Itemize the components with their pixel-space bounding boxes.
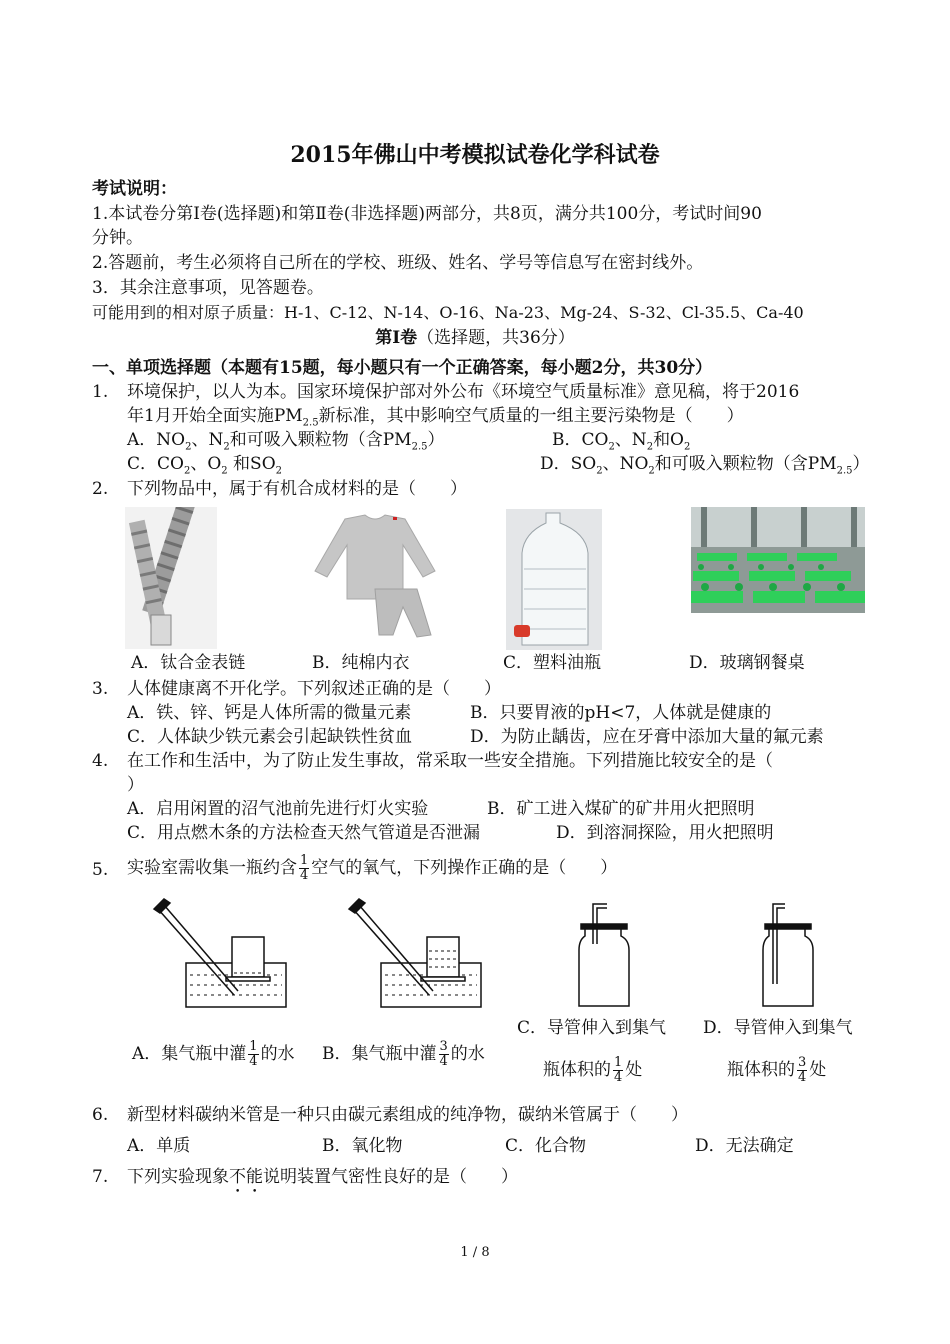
water-trough-diagram-b — [345, 895, 490, 1010]
fraction-one-quarter: $\frac{1}{4}$ — [300, 853, 309, 883]
q3-number: 3. — [92, 679, 109, 699]
q5-option-d-line2: 瓶体积的 $\frac{3}{4}$ 处 — [727, 1055, 827, 1085]
q3-option-b: B．只要胃液的pH<7，人体就是健康的 — [470, 703, 772, 723]
q7-number: 7. — [92, 1167, 109, 1187]
q3-option-a: A．铁、锌、钙是人体所需的微量元素 — [127, 703, 412, 723]
section1-heading: 一、单项选择题（本题有15题，每小题只有一个正确答案，每小题2分，共30分） — [92, 358, 713, 378]
q7-text: 下列实验现象不能说明装置气密性良好的是（ ） — [127, 1167, 518, 1187]
fiberglass-tables-photo — [691, 507, 865, 613]
q3-option-d: D．为防止龋齿，应在牙膏中添加大量的氟元素 — [470, 727, 824, 747]
q5-option-a: A．集气瓶中灌 $\frac{1}{4}$ 的水 — [132, 1039, 295, 1069]
q1-option-c: C．$CO_2$、$O_2$ 和$SO_2$ — [127, 454, 283, 477]
q4-option-a: A．启用闲置的沼气池前先进行灯火实验 — [127, 799, 429, 819]
q5-option-c-line1: C．导管伸入到集气 — [517, 1018, 667, 1038]
water-trough-diagram-a — [150, 895, 295, 1010]
part1-heading — [0, 326, 950, 350]
q5-option-d-line1: D．导管伸入到集气 — [703, 1018, 853, 1038]
q5-option-c-line2: 瓶体积的 $\frac{1}{4}$ 处 — [543, 1055, 643, 1085]
q4-text-line2: ） — [127, 775, 144, 795]
instructions-line3: 3．其余注意事项，见答题卷。 — [92, 278, 324, 298]
q4-number: 4. — [92, 751, 109, 771]
q2-number: 2. — [92, 479, 109, 499]
q2-option-c: C．塑料油瓶 — [503, 653, 602, 673]
q3-option-c: C．人体缺少铁元素会引起缺铁性贫血 — [127, 727, 413, 747]
plastic-oil-bottle-photo — [506, 509, 602, 650]
q4-option-d: D．到溶洞探险，用火把照明 — [556, 823, 774, 843]
emphasis-not: 不能 — [229, 1167, 263, 1187]
q4-text-line1: 在工作和生活中，为了防止发生事故，常采取一些安全措施。下列措施比较安全的是（ — [127, 751, 773, 771]
q3-text: 人体健康离不开化学。下列叙述正确的是（ ） — [127, 679, 501, 699]
gas-bottle-diagram-d — [755, 900, 830, 1010]
q5-number: 5. — [92, 860, 109, 880]
watch-band-photo — [125, 507, 217, 649]
q2-text: 下列物品中，属于有机合成材料的是（ ） — [127, 479, 467, 499]
q1-option-a: A．$NO_2$、$N_2$和可吸入颗粒物（含$PM_{2.5}$） — [127, 430, 445, 453]
atomic-masses: 可能用到的相对原子质量：H-1、C-12、N-14、O-16、Na-23、Mg-24、S-32、Cl-35.5、Ca-40 — [92, 303, 804, 322]
q2-option-d: D．玻璃钢餐桌 — [689, 653, 805, 673]
part1-label: 第Ⅰ卷 — [375, 328, 418, 348]
instructions-line1-cont: 分钟。 — [92, 228, 143, 248]
q6-option-a: A．单质 — [127, 1136, 191, 1156]
q5-option-b: B．集气瓶中灌 $\frac{3}{4}$ 的水 — [322, 1039, 485, 1069]
q4-option-b: B．矿工进入煤矿的矿井用火把照明 — [487, 799, 755, 819]
part1-desc: （选择题，共36分） — [417, 328, 575, 348]
cotton-underwear-photo — [305, 511, 447, 641]
q6-text: 新型材料碳纳米管是一种只由碳元素组成的纯净物，碳纳米管属于（ ） — [127, 1105, 688, 1125]
q1-text-line1: 环境保护，以人为本。国家环境保护部对外公布《环境空气质量标准》意见稿，将于2016 — [127, 382, 800, 402]
document-title: 2015年佛山中考模拟试卷化学科试卷 — [290, 142, 660, 168]
q2-option-a: A．钛合金表链 — [131, 653, 246, 673]
q6-number: 6. — [92, 1105, 109, 1125]
q1-option-b: B．$CO_2$、$N_2$和$O_2$ — [552, 430, 691, 453]
q5-text: 实验室需收集一瓶约含 $\frac{1}{4}$ 空气的氧气，下列操作正确的是（ ） — [127, 853, 618, 883]
q6-option-c: C．化合物 — [505, 1136, 587, 1156]
q6-option-b: B．氧化物 — [322, 1136, 403, 1156]
q1-option-d: D．$SO_2$、$NO_2$和可吸入颗粒物（含$PM_{2.5}$） — [540, 454, 870, 477]
q4-option-c: C．用点燃木条的方法检查天然气管道是否泄漏 — [127, 823, 481, 843]
q1-number: 1. — [92, 382, 109, 402]
instructions-line1: 1.本试卷分第Ⅰ卷(选择题)和第Ⅱ卷(非选择题)两部分，共8页，满分共100分，考试时间90 — [92, 204, 762, 224]
q6-option-d: D．无法确定 — [695, 1136, 794, 1156]
page-number: 1 / 8 — [460, 1245, 490, 1260]
gas-bottle-diagram-c — [565, 900, 640, 1010]
instructions-heading: 考试说明： — [92, 179, 177, 199]
q1-text-line2: 年1月开始全面实施$PM_{2.5}$新标准，其中影响空气质量的一组主要污染物是（ ） — [127, 406, 744, 429]
q2-option-b: B．纯棉内衣 — [312, 653, 410, 673]
instructions-line2: 2.答题前，考生必须将自己所在的学校、班级、姓名、学号等信息写在密封线外。 — [92, 253, 704, 273]
